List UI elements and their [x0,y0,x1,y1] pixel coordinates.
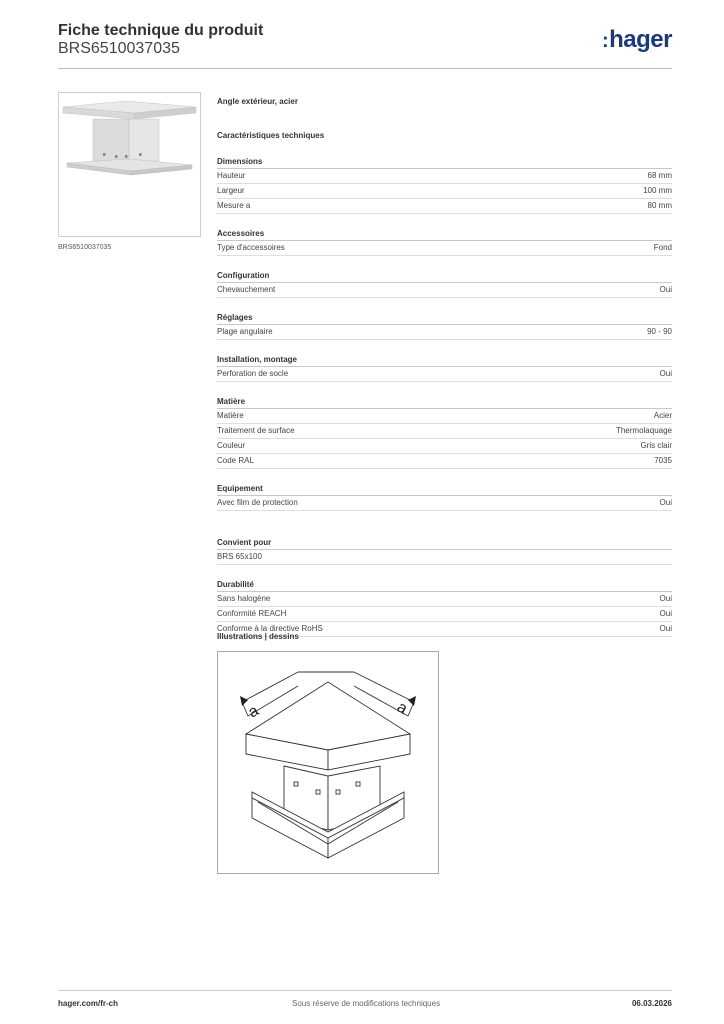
spec-row: BRS 65x100 [217,550,672,565]
dimension-label-left: a [245,702,262,722]
product-name: Angle extérieur, acier [217,97,298,106]
page-title: Fiche technique du produit [58,22,264,39]
spec-row: Perforation de socle Oui [217,367,672,382]
product-reference: BRS6510037035 [58,40,180,57]
tech-heading: Caractéristiques techniques [217,131,325,140]
dimension-label-right: a [394,698,411,718]
section-title: Installation, montage [217,354,672,367]
section-durabilite [217,579,672,637]
logo-text: hager [609,26,672,53]
section-equipement [217,483,672,511]
spec-row: Sans halogène Oui [217,592,672,607]
section-convient [217,537,672,565]
footer-divider [58,990,672,991]
section-title: Dimensions [217,156,672,169]
section-title: Matière [217,396,672,409]
section-title: Réglages [217,312,672,325]
spec-row: Couleur Gris clair [217,439,672,454]
section-accessoires [217,228,672,256]
section-title: Configuration [217,270,672,283]
section-installation [217,354,672,382]
section-reglages [217,312,672,340]
section-dimensions [217,156,672,214]
specifications [217,92,672,637]
spec-row: Plage angulaire 90 - 90 [217,325,672,340]
header-divider [58,68,672,69]
illustration-drawing [217,651,439,874]
thumbnail-caption: BRS6510037035 [58,244,112,251]
spec-row: Hauteur 68 mm [217,169,672,184]
spec-row: Avec film de protection Oui [217,496,672,511]
spec-row: Chevauchement Oui [217,283,672,298]
section-title: Equipement [217,483,672,496]
spec-row: Mesure a 80 mm [217,199,672,214]
technical-drawing-image [218,652,438,873]
product-photo-image [59,93,200,236]
section-title: Accessoires [217,228,672,241]
spec-row: Largeur 100 mm [217,184,672,199]
illustrations-title: Illustrations | dessins [217,632,299,641]
section-title: Durabilité [217,579,672,592]
spec-row: Code RAL 7035 [217,454,672,469]
section-configuration [217,270,672,298]
spec-row: Type d'accessoires Fond [217,241,672,256]
spec-row: Conformité REACH Oui [217,607,672,622]
footer-website: hager.com/fr-ch [58,999,119,1008]
logo-dots: : [601,30,609,52]
section-matiere [217,396,672,469]
spec-row: Traitement de surface Thermolaquage [217,424,672,439]
section-title: Convient pour [217,537,672,550]
spec-row: Conforme à la directive RoHS Oui [217,622,672,637]
spec-row: Matière Acier [217,409,672,424]
hager-logo [602,26,672,54]
product-thumbnail [58,92,201,237]
footer-date: 06.03.2026 [631,999,672,1008]
footer-notice: Sous réserve de modifications techniques [292,999,441,1008]
